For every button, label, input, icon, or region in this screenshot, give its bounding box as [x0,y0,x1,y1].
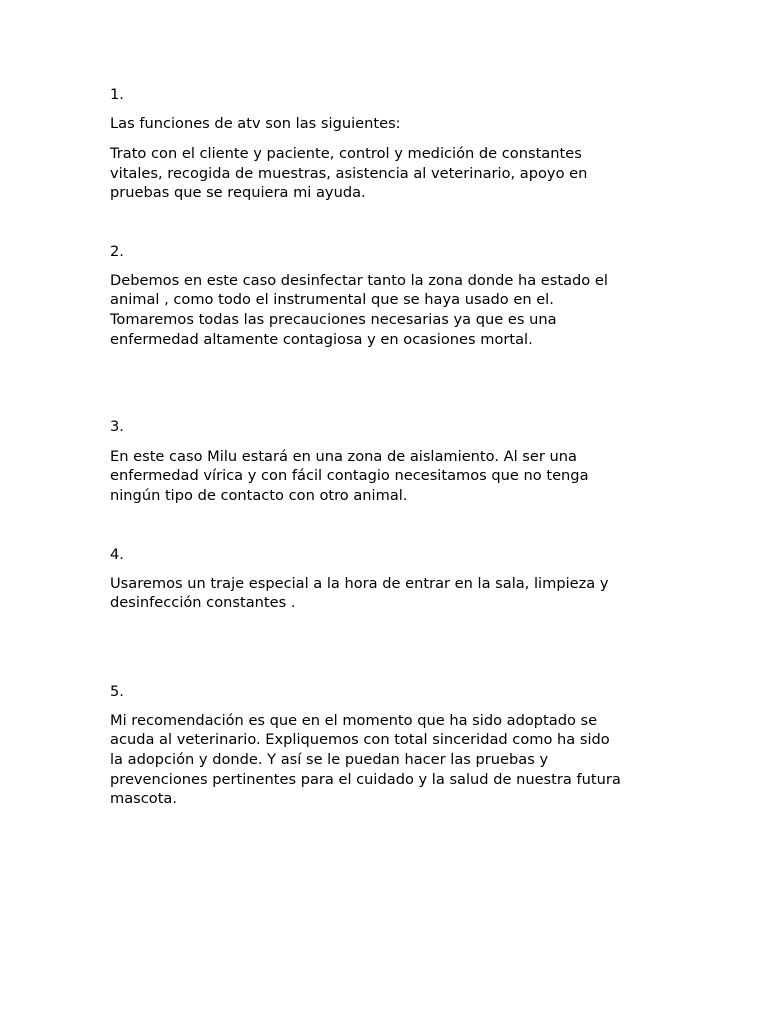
paragraph-line: Trato con el cliente y paciente, control y medición de constantes [110,145,582,162]
paragraph-line: animal , como todo el instrumental que se haya usado en el. [110,291,554,309]
paragraph-line: Tomaremos todas las precauciones necesarias ya que es una [110,310,557,328]
paragraph-line: ningún tipo de contacto con otro animal. [110,486,408,504]
paragraph-line: Mi recomendación es que en el momento que ha sido adoptado se [110,711,598,729]
paragraph-line: la adopción y donde. Y así se le puedan hacer las pruebas y [110,750,549,768]
section-number: 5. [110,682,124,700]
paragraph-line: pruebas que se requiera mi ayuda. [110,184,366,202]
paragraph-line: enfermedad vírica y con fácil contagio necesitamos que no tenga [110,467,589,485]
paragraph-line: Debemos en este caso desinfectar tanto la zona donde ha estado el [110,271,608,289]
paragraph-line: En este caso Milu estará en una zona de aislamiento. Al ser una [110,447,577,465]
paragraph-line: vitales, recogida de muestras, asistencia al veterinario, apoyo en [110,164,588,182]
paragraph-line: Usaremos un traje especial a la hora de entrar en la sala, limpieza y [110,574,609,592]
paragraph-line: enfermedad altamente contagiosa y en ocasiones mortal. [110,330,533,348]
section-number: 1. [110,86,124,103]
section-number: 4. [110,545,124,563]
paragraph-line: prevenciones pertinentes para el cuidado y la salud de nuestra futura [110,770,621,788]
section-number: 3. [110,418,124,435]
paragraph-line: mascota. [110,790,178,808]
paragraph-line: Las funciones de atv son las siguientes: [110,115,401,132]
section-number: 2. [110,242,124,260]
paragraph-line: desinfección constantes . [110,594,296,612]
paragraph-line: acuda al veterinario. Expliquemos con total sinceridad como ha sido [110,731,610,749]
